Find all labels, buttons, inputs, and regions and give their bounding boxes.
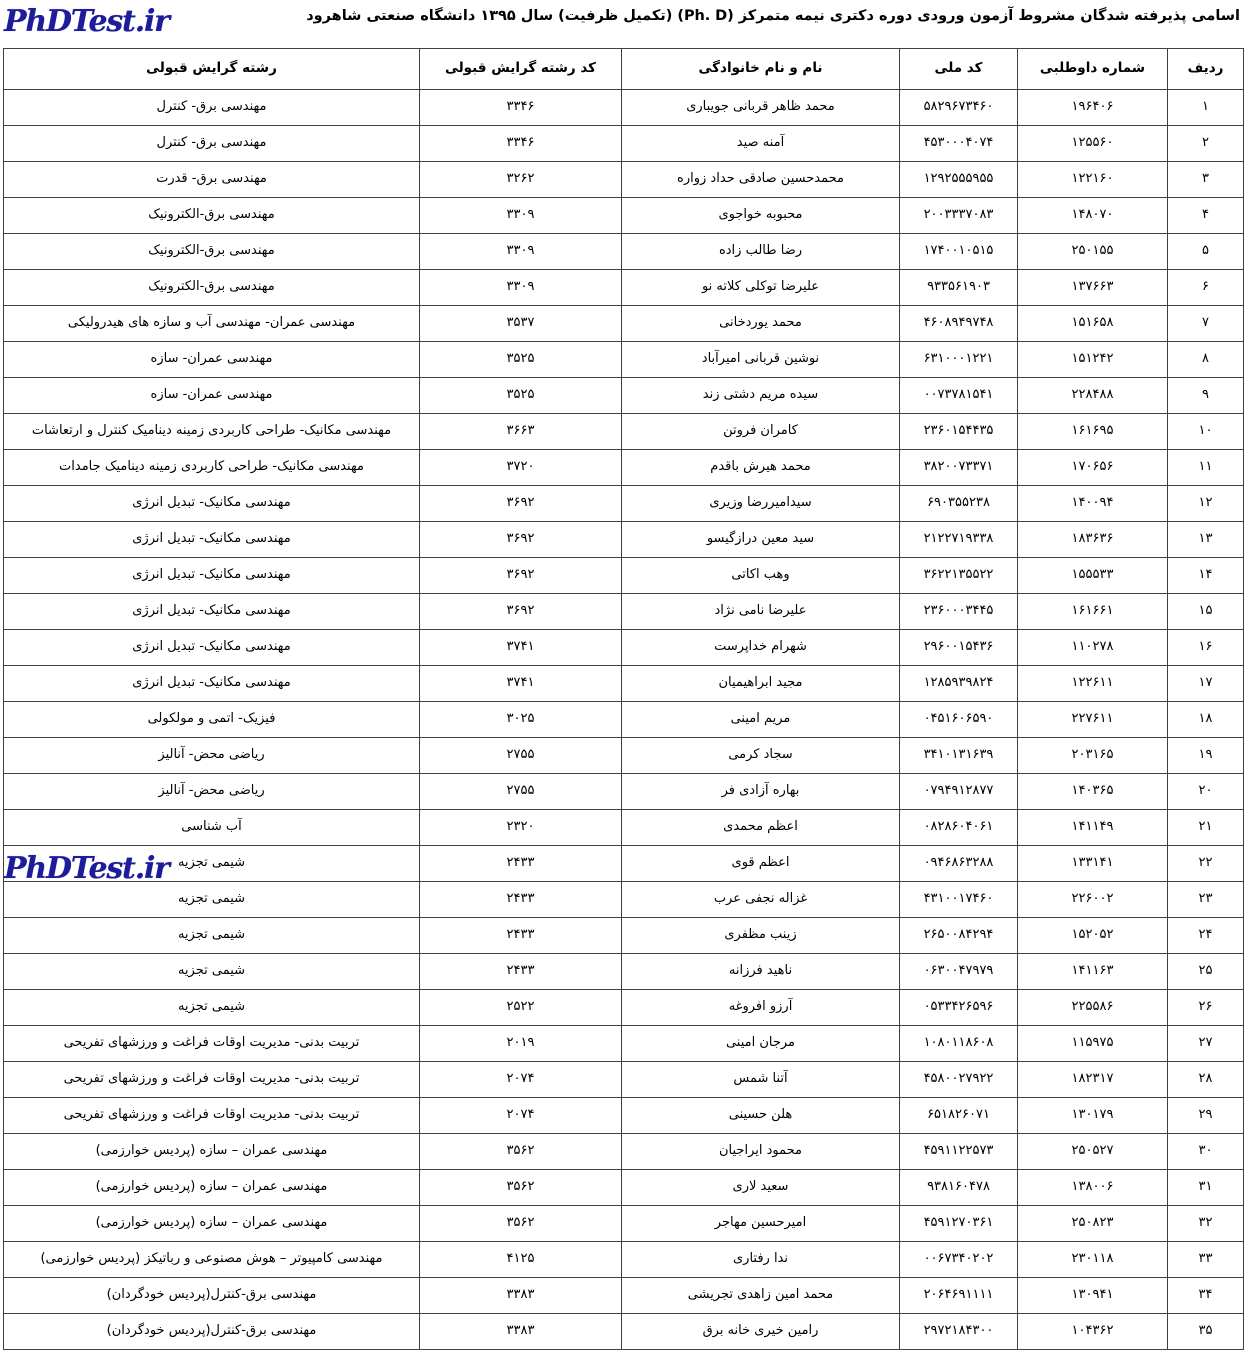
table-row: [4, 1026, 1244, 1062]
results-table-container: [0, 48, 1248, 1350]
cell-code: ۳۳۴۶: [420, 90, 622, 126]
cell-radif: ۱۴: [1168, 558, 1244, 594]
cell-reshte: مهندسی کامپیوتر – هوش مصنوعی و رباتیکز (پردیس خوارزمی): [4, 1242, 420, 1278]
cell-name: بهاره آزادی فر: [622, 774, 900, 810]
cell-davtalab: ۱۴۰۰۹۴: [1018, 486, 1168, 522]
table-row: [4, 738, 1244, 774]
cell-reshte: مهندسی مکانیک- تبدیل انرژی: [4, 630, 420, 666]
cell-code: ۲۰۷۴: [420, 1098, 622, 1134]
cell-reshte: ریاضی محض- آنالیز: [4, 774, 420, 810]
cell-melli: ۰۰۷۳۷۸۱۵۴۱: [900, 378, 1018, 414]
cell-name: آمنه صید: [622, 126, 900, 162]
cell-reshte: شیمی تجزیه: [4, 990, 420, 1026]
cell-code: ۳۶۹۲: [420, 558, 622, 594]
cell-radif: ۳۲: [1168, 1206, 1244, 1242]
table-row: [4, 594, 1244, 630]
cell-melli: ۲۹۷۲۱۸۴۳۰۰: [900, 1314, 1018, 1350]
cell-code: ۳۶۶۳: [420, 414, 622, 450]
cell-davtalab: ۱۲۵۵۶۰: [1018, 126, 1168, 162]
page-title: اسامی پذیرفته شدگان مشروط آزمون ورودی دوره دکتری نیمه متمرکز (Ph. D) (تکمیل ظرفیت) سال ۱۳۹۵ دانشگاه صنعتی شاهرود: [306, 8, 1240, 25]
cell-melli: ۹۳۳۵۶۱۹۰۳: [900, 270, 1018, 306]
column-header-radif: ردیف: [1168, 49, 1244, 90]
cell-davtalab: ۲۰۳۱۶۵: [1018, 738, 1168, 774]
admitted-students-table: [3, 48, 1244, 1350]
cell-melli: ۰۶۳۰۰۴۷۹۷۹: [900, 954, 1018, 990]
cell-davtalab: ۲۵۰۸۲۳: [1018, 1206, 1168, 1242]
table-row: [4, 1314, 1244, 1350]
cell-melli: ۰۰۶۷۳۴۰۲۰۲: [900, 1242, 1018, 1278]
cell-reshte: شیمی تجزیه: [4, 954, 420, 990]
table-row: [4, 1062, 1244, 1098]
cell-name: نوشین قربانی امیرآباد: [622, 342, 900, 378]
cell-code: ۳۵۲۵: [420, 342, 622, 378]
cell-name: سیدامیررضا وزیری: [622, 486, 900, 522]
cell-code: ۲۴۳۳: [420, 846, 622, 882]
cell-radif: ۱۶: [1168, 630, 1244, 666]
cell-radif: ۴: [1168, 198, 1244, 234]
cell-reshte: شیمی تجزیه: [4, 882, 420, 918]
cell-reshte: آب شناسی: [4, 810, 420, 846]
cell-melli: ۳۴۱۰۱۳۱۶۳۹: [900, 738, 1018, 774]
cell-radif: ۱۷: [1168, 666, 1244, 702]
cell-melli: ۱۲۸۵۹۳۹۸۲۴: [900, 666, 1018, 702]
cell-name: وهب اکاتی: [622, 558, 900, 594]
cell-davtalab: ۲۲۶۰۰۲: [1018, 882, 1168, 918]
cell-code: ۳۷۴۱: [420, 630, 622, 666]
cell-melli: ۲۹۶۰۰۱۵۴۳۶: [900, 630, 1018, 666]
cell-davtalab: ۱۸۳۶۳۶: [1018, 522, 1168, 558]
cell-melli: ۳۶۲۲۱۳۵۵۲۲: [900, 558, 1018, 594]
cell-radif: ۲۶: [1168, 990, 1244, 1026]
cell-name: محمدحسین صادقی حداد زواره: [622, 162, 900, 198]
cell-code: ۲۳۲۰: [420, 810, 622, 846]
column-header-reshte: رشته گرایش قبولی: [4, 49, 420, 90]
cell-melli: ۰۹۴۶۸۶۳۲۸۸: [900, 846, 1018, 882]
cell-reshte: شیمی تجزیه: [4, 918, 420, 954]
cell-davtalab: ۱۸۲۳۱۷: [1018, 1062, 1168, 1098]
cell-davtalab: ۲۲۸۴۸۸: [1018, 378, 1168, 414]
cell-melli: ۶۳۱۰۰۰۱۲۲۱: [900, 342, 1018, 378]
table-row: [4, 1242, 1244, 1278]
cell-name: محمد هیرش باقدم: [622, 450, 900, 486]
cell-radif: ۲۲: [1168, 846, 1244, 882]
cell-radif: ۸: [1168, 342, 1244, 378]
cell-radif: ۶: [1168, 270, 1244, 306]
cell-code: ۳۰۲۵: [420, 702, 622, 738]
cell-code: ۳۳۸۳: [420, 1314, 622, 1350]
cell-code: ۳۳۰۹: [420, 234, 622, 270]
table-row: [4, 90, 1244, 126]
cell-radif: ۳۳: [1168, 1242, 1244, 1278]
cell-name: محبوبه خواجوی: [622, 198, 900, 234]
cell-radif: ۱۱: [1168, 450, 1244, 486]
cell-code: ۴۱۲۵: [420, 1242, 622, 1278]
table-row: [4, 990, 1244, 1026]
cell-code: ۲۷۵۵: [420, 738, 622, 774]
cell-radif: ۱۰: [1168, 414, 1244, 450]
cell-radif: ۳۴: [1168, 1278, 1244, 1314]
cell-davtalab: ۱۳۷۶۶۳: [1018, 270, 1168, 306]
table-row: [4, 1134, 1244, 1170]
table-body: [4, 90, 1244, 1350]
cell-davtalab: ۱۱۵۹۷۵: [1018, 1026, 1168, 1062]
cell-davtalab: ۱۵۲۰۵۲: [1018, 918, 1168, 954]
table-row: [4, 630, 1244, 666]
cell-reshte: مهندسی عمران- مهندسی آب و سازه های هیدرولیکی: [4, 306, 420, 342]
cell-davtalab: ۱۵۱۶۵۸: [1018, 306, 1168, 342]
cell-name: مرجان امینی: [622, 1026, 900, 1062]
cell-melli: ۲۰۶۴۶۹۱۱۱۱: [900, 1278, 1018, 1314]
cell-davtalab: ۱۳۳۱۴۱: [1018, 846, 1168, 882]
cell-reshte: شیمی تجزیه: [4, 846, 420, 882]
cell-melli: ۳۸۲۰۰۷۳۳۷۱: [900, 450, 1018, 486]
cell-melli: ۴۶۰۸۹۴۹۷۴۸: [900, 306, 1018, 342]
cell-name: رضا طالب زاده: [622, 234, 900, 270]
cell-name: سعید لاری: [622, 1170, 900, 1206]
cell-melli: ۲۰۰۳۳۳۷۰۸۳: [900, 198, 1018, 234]
cell-melli: ۴۳۱۰۰۱۷۴۶۰: [900, 882, 1018, 918]
cell-melli: ۰۷۹۴۹۱۲۸۷۷: [900, 774, 1018, 810]
cell-davtalab: ۱۶۱۶۹۵: [1018, 414, 1168, 450]
table-row: [4, 1098, 1244, 1134]
cell-radif: ۵: [1168, 234, 1244, 270]
table-row: [4, 126, 1244, 162]
cell-reshte: مهندسی مکانیک- تبدیل انرژی: [4, 594, 420, 630]
cell-reshte: مهندسی برق- قدرت: [4, 162, 420, 198]
cell-code: ۳۵۳۷: [420, 306, 622, 342]
cell-davtalab: ۱۱۰۲۷۸: [1018, 630, 1168, 666]
cell-name: محمد امین زاهدی تجریشی: [622, 1278, 900, 1314]
cell-reshte: مهندسی مکانیک- طراحی کاربردی زمینه دینامیک کنترل و ارتعاشات: [4, 414, 420, 450]
cell-radif: ۷: [1168, 306, 1244, 342]
cell-radif: ۱۸: [1168, 702, 1244, 738]
cell-davtalab: ۲۵۰۱۵۵: [1018, 234, 1168, 270]
cell-name: ندا رفتاری: [622, 1242, 900, 1278]
cell-melli: ۴۵۳۰۰۰۴۰۷۴: [900, 126, 1018, 162]
cell-melli: ۴۵۹۱۲۷۰۳۶۱: [900, 1206, 1018, 1242]
cell-name: رامین خیری خانه برق: [622, 1314, 900, 1350]
cell-melli: ۱۲۹۲۵۵۵۹۵۵: [900, 162, 1018, 198]
cell-radif: ۲: [1168, 126, 1244, 162]
cell-reshte: مهندسی برق- کنترل: [4, 126, 420, 162]
cell-reshte: مهندسی عمران- سازه: [4, 378, 420, 414]
cell-reshte: مهندسی عمران- سازه: [4, 342, 420, 378]
cell-melli: ۲۳۶۰۱۵۴۴۳۵: [900, 414, 1018, 450]
cell-code: ۲۷۵۵: [420, 774, 622, 810]
table-row: [4, 1170, 1244, 1206]
cell-code: ۳۵۶۲: [420, 1206, 622, 1242]
cell-code: ۲۰۱۹: [420, 1026, 622, 1062]
cell-davtalab: ۲۲۵۵۸۶: [1018, 990, 1168, 1026]
document-header: [0, 0, 1248, 34]
table-row: [4, 486, 1244, 522]
cell-melli: ۶۹۰۳۵۵۲۳۸: [900, 486, 1018, 522]
table-row: [4, 666, 1244, 702]
cell-name: مجید ابراهیمیان: [622, 666, 900, 702]
cell-davtalab: ۱۴۱۱۴۹: [1018, 810, 1168, 846]
cell-name: زینب مظفری: [622, 918, 900, 954]
cell-reshte: مهندسی مکانیک- تبدیل انرژی: [4, 666, 420, 702]
cell-reshte: مهندسی مکانیک- طراحی کاربردی زمینه دینامیک جامدات: [4, 450, 420, 486]
cell-code: ۲۴۳۳: [420, 954, 622, 990]
cell-code: ۳۶۹۲: [420, 486, 622, 522]
cell-reshte: مهندسی برق-الکترونیک: [4, 270, 420, 306]
cell-reshte: مهندسی برق-کنترل(پردیس خودگردان): [4, 1314, 420, 1350]
cell-code: ۳۵۲۵: [420, 378, 622, 414]
cell-radif: ۲۰: [1168, 774, 1244, 810]
column-header-melli: کد ملی: [900, 49, 1018, 90]
cell-melli: ۶۵۱۸۲۶۰۷۱: [900, 1098, 1018, 1134]
cell-radif: ۲۴: [1168, 918, 1244, 954]
cell-davtalab: ۲۳۰۱۱۸: [1018, 1242, 1168, 1278]
cell-code: ۳۶۹۲: [420, 594, 622, 630]
cell-name: شهرام خداپرست: [622, 630, 900, 666]
cell-reshte: تربیت بدنی- مدیریت اوقات فراغت و ورزشهای تفریحی: [4, 1026, 420, 1062]
table-row: [4, 882, 1244, 918]
table-row: [4, 774, 1244, 810]
cell-reshte: مهندسی عمران – سازه (پردیس خوارزمی): [4, 1134, 420, 1170]
cell-name: آتنا شمس: [622, 1062, 900, 1098]
table-row: [4, 342, 1244, 378]
cell-name: ناهید فرزانه: [622, 954, 900, 990]
cell-radif: ۱۳: [1168, 522, 1244, 558]
cell-name: هلن حسینی: [622, 1098, 900, 1134]
table-row: [4, 162, 1244, 198]
table-row: [4, 306, 1244, 342]
cell-melli: ۲۱۲۲۷۱۹۳۳۸: [900, 522, 1018, 558]
cell-name: علیرضا توکلی کلاته نو: [622, 270, 900, 306]
cell-code: ۳۳۸۳: [420, 1278, 622, 1314]
cell-davtalab: ۱۷۰۶۵۶: [1018, 450, 1168, 486]
cell-reshte: مهندسی عمران – سازه (پردیس خوارزمی): [4, 1206, 420, 1242]
cell-melli: ۰۵۳۳۴۲۶۵۹۶: [900, 990, 1018, 1026]
table-row: [4, 810, 1244, 846]
cell-name: اعظم محمدی: [622, 810, 900, 846]
cell-davtalab: ۱۴۸۰۷۰: [1018, 198, 1168, 234]
cell-name: غزاله نجفی عرب: [622, 882, 900, 918]
cell-radif: ۱: [1168, 90, 1244, 126]
cell-davtalab: ۱۲۲۶۱۱: [1018, 666, 1168, 702]
cell-name: محمود ایراجیان: [622, 1134, 900, 1170]
table-header-row: [4, 49, 1244, 90]
cell-melli: ۴۵۸۰۰۲۷۹۲۲: [900, 1062, 1018, 1098]
cell-reshte: فیزیک- اتمی و مولکولی: [4, 702, 420, 738]
cell-name: محمد یوردخانی: [622, 306, 900, 342]
cell-melli: ۹۳۸۱۶۰۴۷۸: [900, 1170, 1018, 1206]
cell-reshte: مهندسی مکانیک- تبدیل انرژی: [4, 522, 420, 558]
cell-davtalab: ۱۵۵۵۳۳: [1018, 558, 1168, 594]
table-row: [4, 414, 1244, 450]
cell-name: آرزو افروغه: [622, 990, 900, 1026]
cell-reshte: مهندسی برق-کنترل(پردیس خودگردان): [4, 1278, 420, 1314]
cell-melli: ۰۸۲۸۶۰۴۰۶۱: [900, 810, 1018, 846]
column-header-name: نام و نام خانوادگی: [622, 49, 900, 90]
column-header-davtalab: شماره داوطلبی: [1018, 49, 1168, 90]
cell-name: سید معین درازگیسو: [622, 522, 900, 558]
cell-code: ۳۳۰۹: [420, 270, 622, 306]
cell-code: ۲۴۳۳: [420, 882, 622, 918]
cell-code: ۳۷۴۱: [420, 666, 622, 702]
cell-code: ۳۳۰۹: [420, 198, 622, 234]
cell-davtalab: ۲۲۷۶۱۱: [1018, 702, 1168, 738]
table-row: [4, 954, 1244, 990]
cell-radif: ۳۱: [1168, 1170, 1244, 1206]
table-row: [4, 846, 1244, 882]
table-row: [4, 918, 1244, 954]
watermark-logo-top: PhDTest.ir: [4, 4, 169, 39]
cell-radif: ۱۵: [1168, 594, 1244, 630]
cell-name: اعظم قوی: [622, 846, 900, 882]
cell-name: مریم امینی: [622, 702, 900, 738]
cell-reshte: مهندسی مکانیک- تبدیل انرژی: [4, 558, 420, 594]
cell-radif: ۳۰: [1168, 1134, 1244, 1170]
cell-name: محمد ظاهر قربانی جویباری: [622, 90, 900, 126]
cell-melli: ۴۵۹۱۱۲۲۵۷۳: [900, 1134, 1018, 1170]
table-row: [4, 522, 1244, 558]
cell-reshte: تربیت بدنی- مدیریت اوقات فراغت و ورزشهای تفریحی: [4, 1098, 420, 1134]
column-header-code: کد رشته گرایش قبولی: [420, 49, 622, 90]
cell-davtalab: ۱۴۱۱۶۳: [1018, 954, 1168, 990]
cell-code: ۳۷۲۰: [420, 450, 622, 486]
cell-reshte: مهندسی برق-الکترونیک: [4, 234, 420, 270]
cell-code: ۲۴۳۳: [420, 918, 622, 954]
cell-code: ۳۳۴۶: [420, 126, 622, 162]
cell-code: ۳۵۶۲: [420, 1170, 622, 1206]
cell-radif: ۲۵: [1168, 954, 1244, 990]
cell-davtalab: ۱۳۰۱۷۹: [1018, 1098, 1168, 1134]
table-row: [4, 198, 1244, 234]
cell-name: علیرضا نامی نژاد: [622, 594, 900, 630]
cell-code: ۲۵۲۲: [420, 990, 622, 1026]
cell-name: سیده مریم دشتی زند: [622, 378, 900, 414]
cell-reshte: مهندسی برق- کنترل: [4, 90, 420, 126]
cell-davtalab: ۱۳۸۰۰۶: [1018, 1170, 1168, 1206]
cell-davtalab: ۱۴۰۳۶۵: [1018, 774, 1168, 810]
cell-radif: ۲۱: [1168, 810, 1244, 846]
cell-reshte: ریاضی محض- آنالیز: [4, 738, 420, 774]
cell-davtalab: ۱۲۲۱۶۰: [1018, 162, 1168, 198]
cell-davtalab: ۱۰۴۳۶۲: [1018, 1314, 1168, 1350]
table-row: [4, 378, 1244, 414]
cell-melli: ۲۶۵۰۰۸۴۲۹۴: [900, 918, 1018, 954]
cell-name: کامران فروتن: [622, 414, 900, 450]
cell-davtalab: ۱۶۱۶۶۱: [1018, 594, 1168, 630]
cell-melli: ۱۰۸۰۱۱۸۶۰۸: [900, 1026, 1018, 1062]
cell-melli: ۵۸۲۹۶۷۳۴۶۰: [900, 90, 1018, 126]
cell-melli: ۰۴۵۱۶۰۶۵۹۰: [900, 702, 1018, 738]
cell-radif: ۲۷: [1168, 1026, 1244, 1062]
cell-radif: ۲۸: [1168, 1062, 1244, 1098]
cell-name: امیرحسین مهاجر: [622, 1206, 900, 1242]
table-row: [4, 558, 1244, 594]
watermark-logo-middle: PhDTest.ir: [4, 851, 169, 886]
cell-reshte: مهندسی برق-الکترونیک: [4, 198, 420, 234]
cell-radif: ۳۵: [1168, 1314, 1244, 1350]
cell-radif: ۳: [1168, 162, 1244, 198]
table-row: [4, 1206, 1244, 1242]
cell-code: ۳۲۶۲: [420, 162, 622, 198]
table-row: [4, 234, 1244, 270]
cell-radif: ۱۹: [1168, 738, 1244, 774]
cell-melli: ۱۷۴۰۰۱۰۵۱۵: [900, 234, 1018, 270]
cell-davtalab: ۱۵۱۲۴۲: [1018, 342, 1168, 378]
table-row: [4, 1278, 1244, 1314]
table-row: [4, 450, 1244, 486]
cell-name: سجاد کرمی: [622, 738, 900, 774]
cell-code: ۳۵۶۲: [420, 1134, 622, 1170]
cell-reshte: تربیت بدنی- مدیریت اوقات فراغت و ورزشهای تفریحی: [4, 1062, 420, 1098]
table-row: [4, 270, 1244, 306]
cell-reshte: مهندسی مکانیک- تبدیل انرژی: [4, 486, 420, 522]
cell-radif: ۹: [1168, 378, 1244, 414]
table-row: [4, 702, 1244, 738]
cell-davtalab: ۱۹۶۴۰۶: [1018, 90, 1168, 126]
cell-radif: ۲۹: [1168, 1098, 1244, 1134]
cell-davtalab: ۲۵۰۵۲۷: [1018, 1134, 1168, 1170]
cell-davtalab: ۱۳۰۹۴۱: [1018, 1278, 1168, 1314]
cell-melli: ۲۳۶۰۰۰۳۴۴۵: [900, 594, 1018, 630]
cell-radif: ۱۲: [1168, 486, 1244, 522]
cell-code: ۳۶۹۲: [420, 522, 622, 558]
cell-reshte: مهندسی عمران – سازه (پردیس خوارزمی): [4, 1170, 420, 1206]
cell-code: ۲۰۷۴: [420, 1062, 622, 1098]
cell-radif: ۲۳: [1168, 882, 1244, 918]
